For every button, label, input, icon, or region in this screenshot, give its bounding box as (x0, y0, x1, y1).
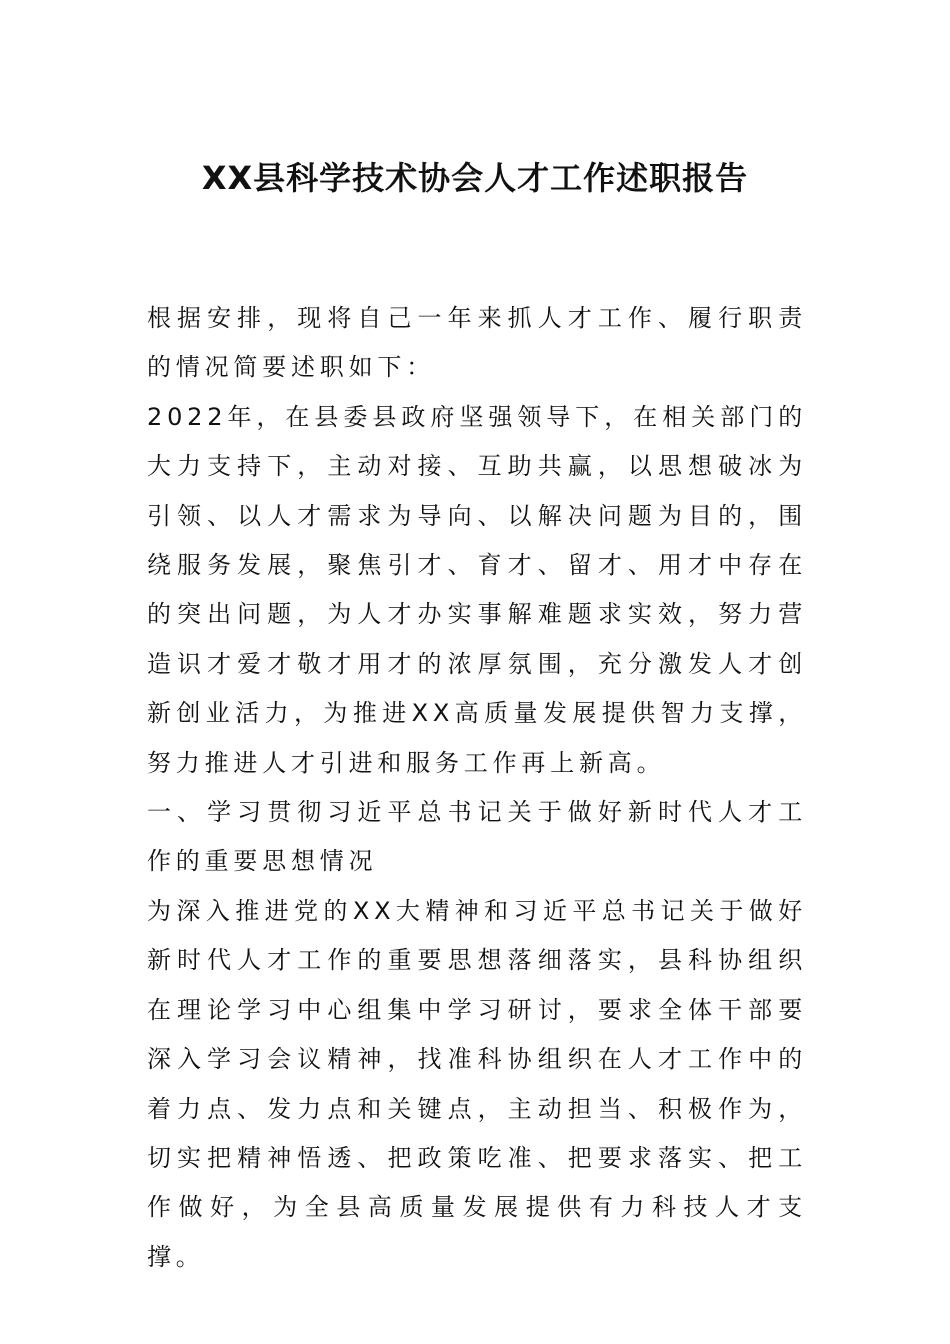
document-body (147, 294, 807, 1282)
section-heading-1: 一、学习贯彻习近平总书记关于做好新时代人才工作的重要思想情况 (147, 798, 807, 876)
paragraph-summary: 2022年，在县委县政府坚强领导下，在相关部门的大力支持下，主动对接、互助共赢，以思想破冰为引领、以人才需求为导向、以解决问题为目的，围绕服务发展，聚焦引才、育才、留才、用才中存在的突出问题，为人才办实事解难题求实效，努力营造识才爱才敬才用才的浓厚氛围，充分激发人才创新创业活力，为推进XX高质量发展提供智力支撑，努力推进人才引进和服务工作再上新高。 (147, 402, 807, 777)
document-title: XX县科学技术协会人才工作述职报告 (201, 159, 749, 197)
paragraph-section-1: 为深入推进党的XX大精神和习近平总书记关于做好新时代人才工作的重要思想落细落实，县科协组织在理论学习中心组集中学习研讨，要求全体干部要深入学习会议精神，找准科协组织在人才工作中的着力点、发力点和关键点，主动担当、积极作为，切实把精神悟透、把政策吃准、把要求落实、把工作做好，为全县高质量发展提供有力科技人才支撑。 (147, 896, 807, 1271)
paragraph-intro: 根据安排，现将自己一年来抓人才工作、履行职责的情况简要述职如下： (147, 304, 807, 382)
